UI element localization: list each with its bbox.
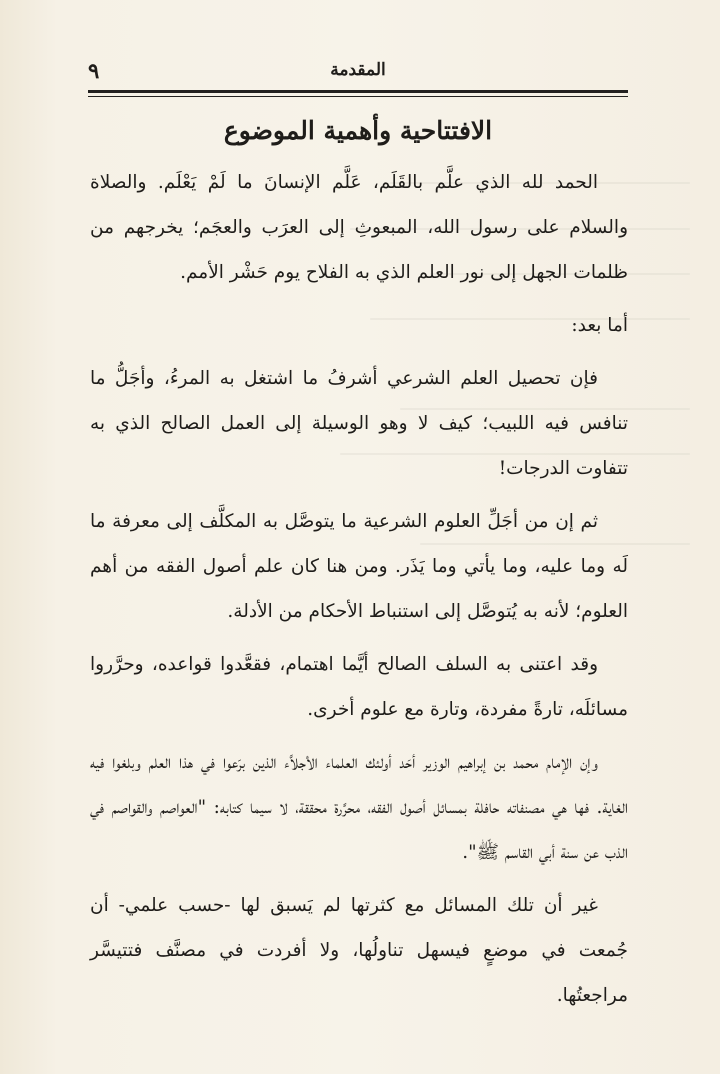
- page-number: ٩: [88, 58, 100, 83]
- section-heading: الافتتاحية وأهمية الموضوع: [223, 116, 493, 145]
- paragraph-knowledge: فإن تحصيل العلم الشرعي أشرفُ ما اشتغل به المرءُ، وأجَلُّ ما تنافس فيه اللبيب؛ كيف لا وهو الوسيلة إلى العمل الصالح الذي به تتفاوت الدرجات!: [90, 368, 628, 479]
- body-text: [90, 160, 628, 1026]
- running-title: المقدمة: [330, 60, 386, 80]
- paragraph-collection: غير أن تلك المسائل مع كثرتها لم يَسبق لها -حسب علمي- أن جُمعت في موضعٍ فيسهل تناولُها، ولا أفردت في مصنَّف فتتيسَّر مراجعتُها.: [90, 895, 628, 1006]
- running-header: [88, 58, 628, 90]
- paragraph-salaf: وقد اعتنى به السلف الصالح أيَّما اهتمام، فقعَّدوا قواعده، وحرَّروا مسائلَه، تارةً مفردة، وتارة مع علوم أخرى.: [90, 654, 628, 720]
- paragraph-amma-baad: أما بعد:: [571, 315, 628, 336]
- paragraph-opening: الحمد لله الذي علَّم بالقَلَم، عَلَّم الإنسانَ ما لَمْ يَعْلَم. والصلاة والسلام على رسول الله، المبعوثِ إلى العرَب والعجَم؛ يخرجهم من ظلمات الجهل إلى نور العلم الذي به الفلاح يوم حَشْر الأمم.: [90, 172, 628, 283]
- header-rule-thick: [88, 90, 628, 93]
- paragraph-imam-wazir: وإن الإمام محمد بن إبراهيم الوزير أحَد أولئك العلماء الأجلاَّء الذين برَعوا في هذا العلم وبلغوا فيه الغاية. فها هي مصنفاته حافلة بمسائل أصول الفقه، محرَّرة محققة، لا سيما كتابه: "العواصم والقواصم في الذب عن سنة أبي القاسم ﷺ".: [90, 752, 628, 863]
- paragraph-usul: ثم إن من أجَلِّ العلوم الشرعية ما يتوصَّل به المكلَّف إلى معرفة ما لَه وما عليه، وما يأتي وما يَذَر. ومن هنا كان علم أصول الفقه من أهم العلوم؛ لأنه به يُتوصَّل إلى استنباط الأحكام من الأدلة.: [90, 511, 628, 622]
- header-rule-thin: [88, 96, 628, 97]
